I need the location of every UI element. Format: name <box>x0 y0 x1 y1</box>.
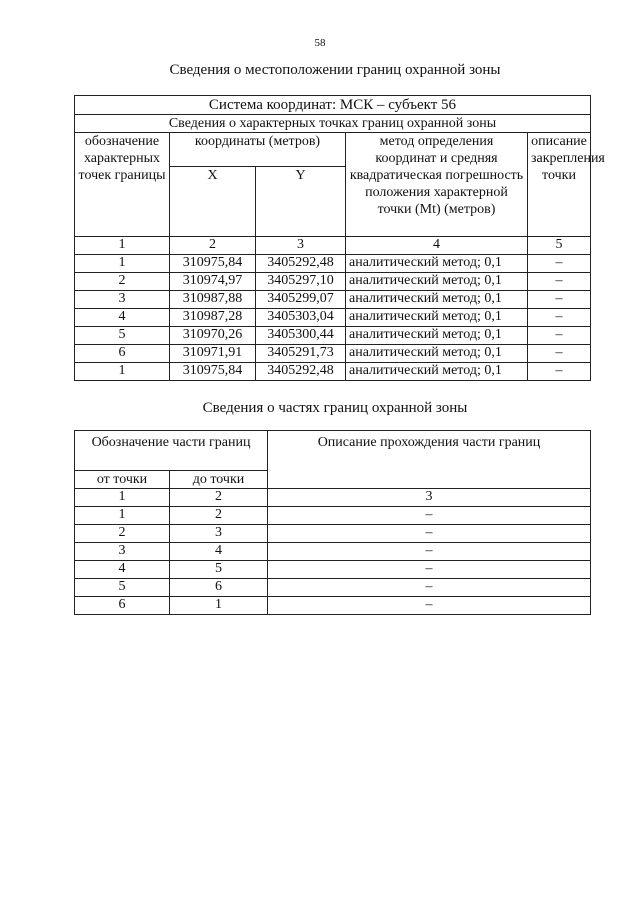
fixing-description: – <box>528 273 591 291</box>
part-description: – <box>268 543 591 561</box>
method: аналитический метод; 0,1 <box>346 345 528 363</box>
col-num-2: 2 <box>170 237 256 255</box>
table-row <box>75 273 591 291</box>
coord-x: 310975,84 <box>170 255 256 273</box>
point-id: 5 <box>75 327 170 345</box>
table-row <box>75 327 591 345</box>
from-point: 3 <box>75 543 170 561</box>
point-id: 3 <box>75 291 170 309</box>
coord-y: 3405297,10 <box>256 273 346 291</box>
to-point: 3 <box>170 525 268 543</box>
header-part-designation: Обозначение части границ <box>75 431 268 471</box>
header-point-label: обозначение характерных точек границы <box>75 133 170 237</box>
fixing-description: – <box>528 309 591 327</box>
header-part-description: Описание прохождения части границ <box>268 431 591 489</box>
to-point: 1 <box>170 597 268 615</box>
header-from-point: от точки <box>75 471 170 489</box>
coord-y: 3405291,73 <box>256 345 346 363</box>
method: аналитический метод; 0,1 <box>346 327 528 345</box>
coord-y: 3405292,48 <box>256 255 346 273</box>
heading-location: Сведения о местоположении границ охранной зоны <box>169 62 501 78</box>
header-fixing-description: описание закрепления точки <box>528 133 591 237</box>
header-method: метод определения координат и средняя квадратическая погрешность положения характерной точки (Mt) (метров) <box>346 133 528 237</box>
part-description: – <box>268 597 591 615</box>
to-point: 5 <box>170 561 268 579</box>
column-number-row <box>75 489 591 507</box>
column-number-row <box>75 237 591 255</box>
points-info-row: Сведения о характерных точках границ охранной зоны <box>75 115 591 133</box>
fixing-description: – <box>528 255 591 273</box>
part-description: – <box>268 579 591 597</box>
coordinate-system-row: Система координат: МСК – субъект 56 <box>75 96 591 115</box>
method: аналитический метод; 0,1 <box>346 291 528 309</box>
method: аналитический метод; 0,1 <box>346 273 528 291</box>
part-description: – <box>268 507 591 525</box>
method: аналитический метод; 0,1 <box>346 309 528 327</box>
point-id: 1 <box>75 255 170 273</box>
from-point: 4 <box>75 561 170 579</box>
from-point: 2 <box>75 525 170 543</box>
header-coordinates: координаты (метров) <box>170 133 346 167</box>
col-num-2: 2 <box>170 489 268 507</box>
coord-x: 310971,91 <box>170 345 256 363</box>
coord-y: 3405303,04 <box>256 309 346 327</box>
coord-x: 310975,84 <box>170 363 256 381</box>
table-row <box>75 525 591 543</box>
to-point: 2 <box>170 507 268 525</box>
col-num-3: 3 <box>268 489 591 507</box>
coord-x: 310970,26 <box>170 327 256 345</box>
fixing-description: – <box>528 291 591 309</box>
to-point: 4 <box>170 543 268 561</box>
coord-y: 3405299,07 <box>256 291 346 309</box>
coord-y: 3405292,48 <box>256 363 346 381</box>
from-point: 5 <box>75 579 170 597</box>
col-num-5: 5 <box>528 237 591 255</box>
header-x: X <box>170 167 256 237</box>
point-id: 1 <box>75 363 170 381</box>
col-num-4: 4 <box>346 237 528 255</box>
method: аналитический метод; 0,1 <box>346 255 528 273</box>
coord-y: 3405300,44 <box>256 327 346 345</box>
table-row <box>75 597 591 615</box>
page-number: 58 <box>314 37 326 49</box>
table-row <box>75 345 591 363</box>
table-row <box>75 309 591 327</box>
coord-x: 310987,88 <box>170 291 256 309</box>
col-num-1: 1 <box>75 489 170 507</box>
table-row <box>75 291 591 309</box>
part-description: – <box>268 561 591 579</box>
fixing-description: – <box>528 345 591 363</box>
table-row <box>75 543 591 561</box>
coord-x: 310974,97 <box>170 273 256 291</box>
point-id: 4 <box>75 309 170 327</box>
table-row <box>75 561 591 579</box>
point-id: 2 <box>75 273 170 291</box>
header-y: Y <box>256 167 346 237</box>
table-row <box>75 579 591 597</box>
fixing-description: – <box>528 327 591 345</box>
fixing-description: – <box>528 363 591 381</box>
table-row <box>75 507 591 525</box>
coordinates-table <box>74 95 605 381</box>
table-row <box>75 363 591 381</box>
point-id: 6 <box>75 345 170 363</box>
header-to-point: до точки <box>170 471 268 489</box>
from-point: 6 <box>75 597 170 615</box>
to-point: 6 <box>170 579 268 597</box>
table-row <box>75 255 591 273</box>
part-description: – <box>268 525 591 543</box>
method: аналитический метод; 0,1 <box>346 363 528 381</box>
col-num-1: 1 <box>75 237 170 255</box>
coord-x: 310987,28 <box>170 309 256 327</box>
from-point: 1 <box>75 507 170 525</box>
heading-parts: Сведения о частях границ охранной зоны <box>202 400 468 416</box>
boundary-parts-table <box>74 430 591 615</box>
col-num-3: 3 <box>256 237 346 255</box>
